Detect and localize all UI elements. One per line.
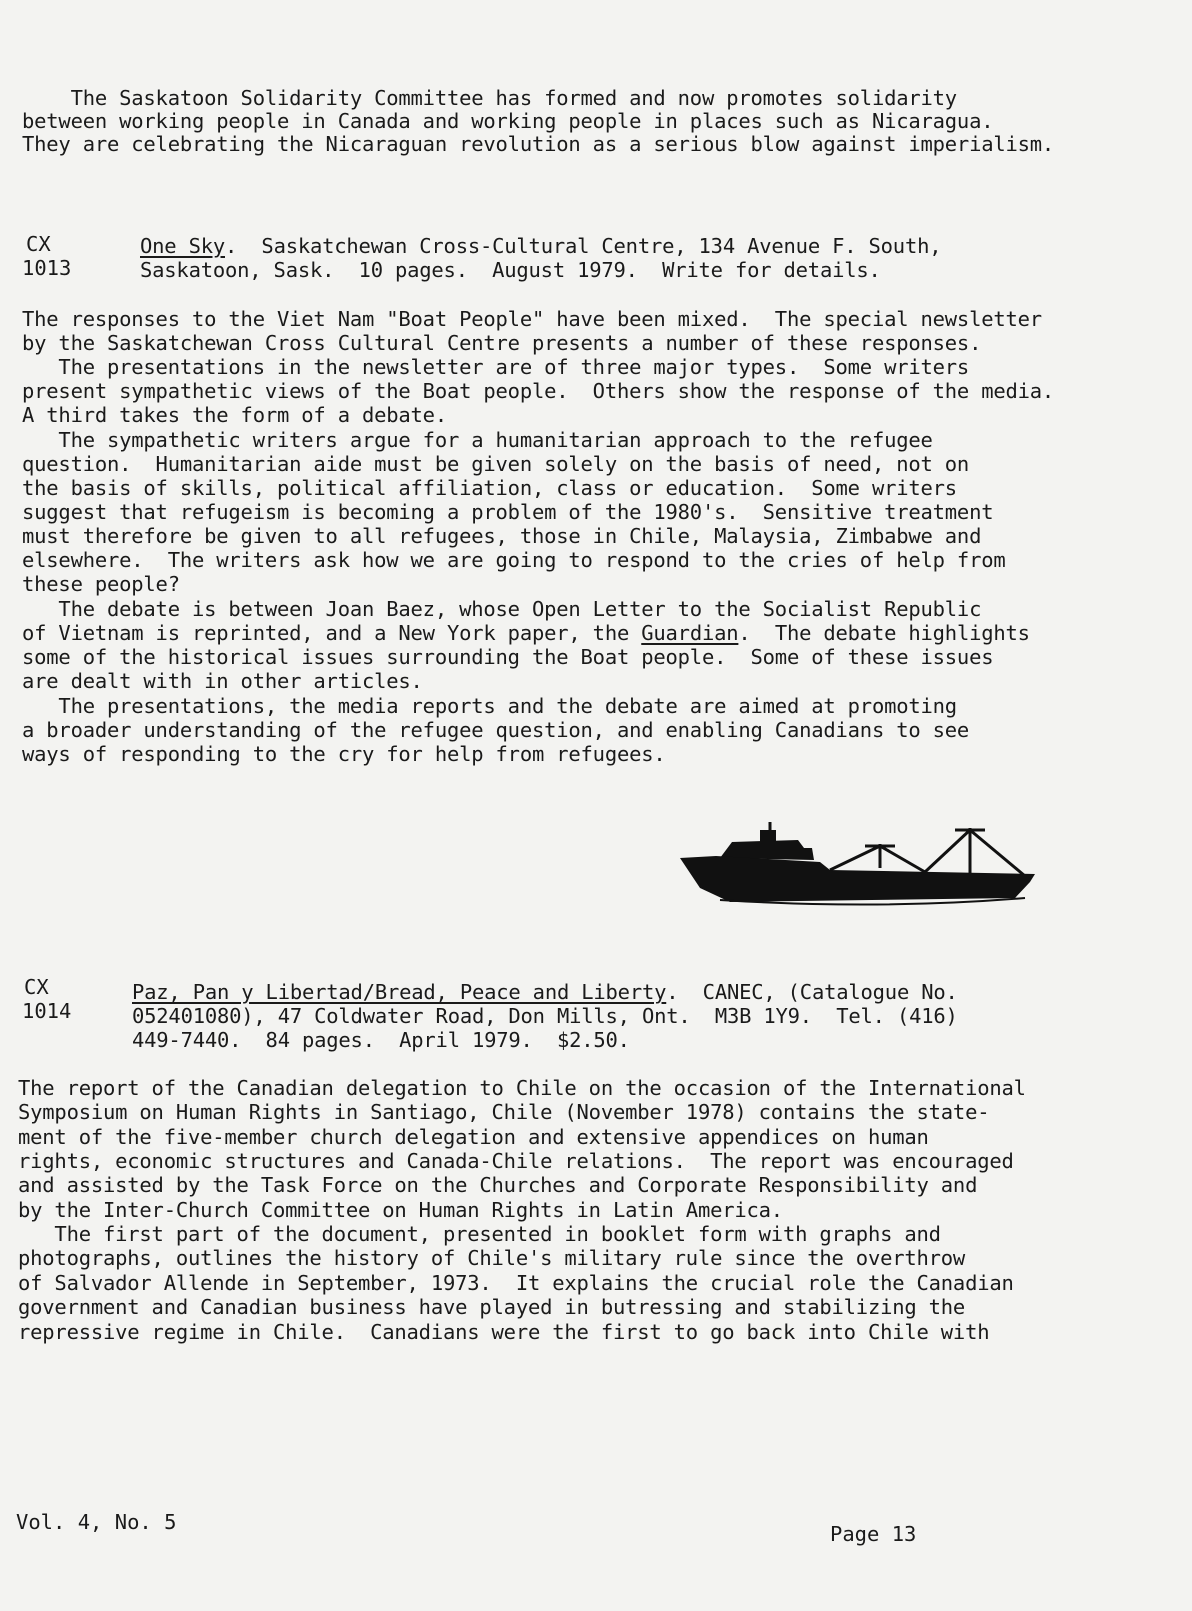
body-line: The report of the Canadian delegation to Chile on the occasion of the International: [18, 1076, 1026, 1100]
body-line: the basis of skills, political affiliation, class or education. Some writers: [22, 476, 957, 500]
entry-citation-line: Saskatoon, Sask. 10 pages. August 1979. Write for details.: [140, 258, 881, 282]
volume-number: Vol. 4, No. 5: [16, 1510, 177, 1534]
body-line: ways of responding to the cry for help from refugees.: [22, 742, 666, 766]
body-line: The presentations in the newsletter are of three major types. Some writers: [22, 355, 970, 379]
body-line: these people?: [22, 572, 180, 596]
body-line: are dealt with in other articles.: [22, 669, 423, 693]
body-line: some of the historical issues surrounding the Boat people. Some of these issues: [22, 645, 994, 669]
body-line: elsewhere. The writers ask how we are going to respond to the cries of help from: [22, 548, 1006, 572]
body-line: present sympathetic views of the Boat people. Others show the response of the media.: [22, 379, 1055, 403]
body-text: . The debate highlights: [738, 621, 1030, 645]
body-line: by the Saskatchewan Cross Cultural Centre presents a number of these responses.: [22, 331, 982, 355]
intro-line: The Saskatoon Solidarity Committee has formed and now promotes solidarity: [22, 86, 957, 110]
body-line: rights, economic structures and Canada-Chile relations. The report was encouraged: [18, 1149, 1014, 1173]
body-line: a broader understanding of the refugee question, and enabling Canadians to see: [22, 718, 970, 742]
body-line: The debate is between Joan Baez, whose Open Letter to the Socialist Republic: [22, 597, 982, 621]
entry-citation: [132, 980, 958, 1004]
body-line: A third takes the form of a debate.: [22, 403, 447, 427]
entry-title: Paz, Pan y Libertad/Bread, Peace and Liberty: [132, 980, 667, 1004]
entry-citation: [140, 234, 941, 258]
body-line: The first part of the document, presented in booklet form with graphs and: [18, 1222, 941, 1246]
entry-citation-rest: . Saskatchewan Cross-Cultural Centre, 134 Avenue F. South,: [225, 234, 942, 258]
body-line: [22, 621, 1030, 645]
entry-citation-line: 449-7440. 84 pages. April 1979. $2.50.: [132, 1028, 630, 1052]
entry-code-label: CX: [24, 975, 49, 999]
page-number: Page 13: [830, 1522, 917, 1546]
entry-code-number: 1013: [22, 256, 72, 280]
body-line: repressive regime in Chile. Canadians were the first to go back into Chile with: [18, 1320, 990, 1344]
body-text: of Vietnam is reprinted, and a New York paper, the: [22, 621, 642, 645]
body-line: The responses to the Viet Nam "Boat People" have been mixed. The special newsletter: [22, 307, 1042, 331]
body-line: question. Humanitarian aide must be given solely on the basis of need, not on: [22, 452, 970, 476]
entry-citation-line: 052401080), 47 Coldwater Road, Don Mills, Ont. M3B 1Y9. Tel. (416): [132, 1004, 958, 1028]
body-line: and assisted by the Task Force on the Churches and Corporate Responsibility and: [18, 1173, 978, 1197]
body-line: by the Inter-Church Committee on Human Rights in Latin America.: [18, 1198, 783, 1222]
entry-citation-rest: . CANEC, (Catalogue No.: [666, 980, 958, 1004]
body-line: ment of the five-member church delegation and extensive appendices on human: [18, 1125, 929, 1149]
body-line: government and Canadian business have played in butressing and stabilizing the: [18, 1295, 966, 1319]
entry-code-number: 1014: [22, 999, 72, 1023]
body-line: The presentations, the media reports and the debate are aimed at promoting: [22, 694, 957, 718]
entry-title: One Sky: [140, 234, 225, 258]
body-line: suggest that refugeism is becoming a problem of the 1980's. Sensitive treatment: [22, 500, 994, 524]
intro-line: between working people in Canada and working people in places such as Nicaragua.: [22, 109, 994, 133]
body-line: The sympathetic writers argue for a humanitarian approach to the refugee: [22, 428, 933, 452]
body-line: of Salvador Allende in September, 1973. It explains the crucial role the Canadian: [18, 1271, 1014, 1295]
entry-code-label: CX: [26, 232, 51, 256]
intro-line: They are celebrating the Nicaraguan revolution as a serious blow against imperialism.: [22, 132, 1055, 156]
body-line: Symposium on Human Rights in Santiago, Chile (November 1978) contains the state-: [18, 1100, 990, 1124]
ship-icon: [680, 818, 1060, 908]
body-line: must therefore be given to all refugees, those in Chile, Malaysia, Zimbabwe and: [22, 524, 982, 548]
newspaper-title: Guardian: [641, 621, 739, 645]
body-line: photographs, outlines the history of Chile's military rule since the overthrow: [18, 1246, 966, 1270]
